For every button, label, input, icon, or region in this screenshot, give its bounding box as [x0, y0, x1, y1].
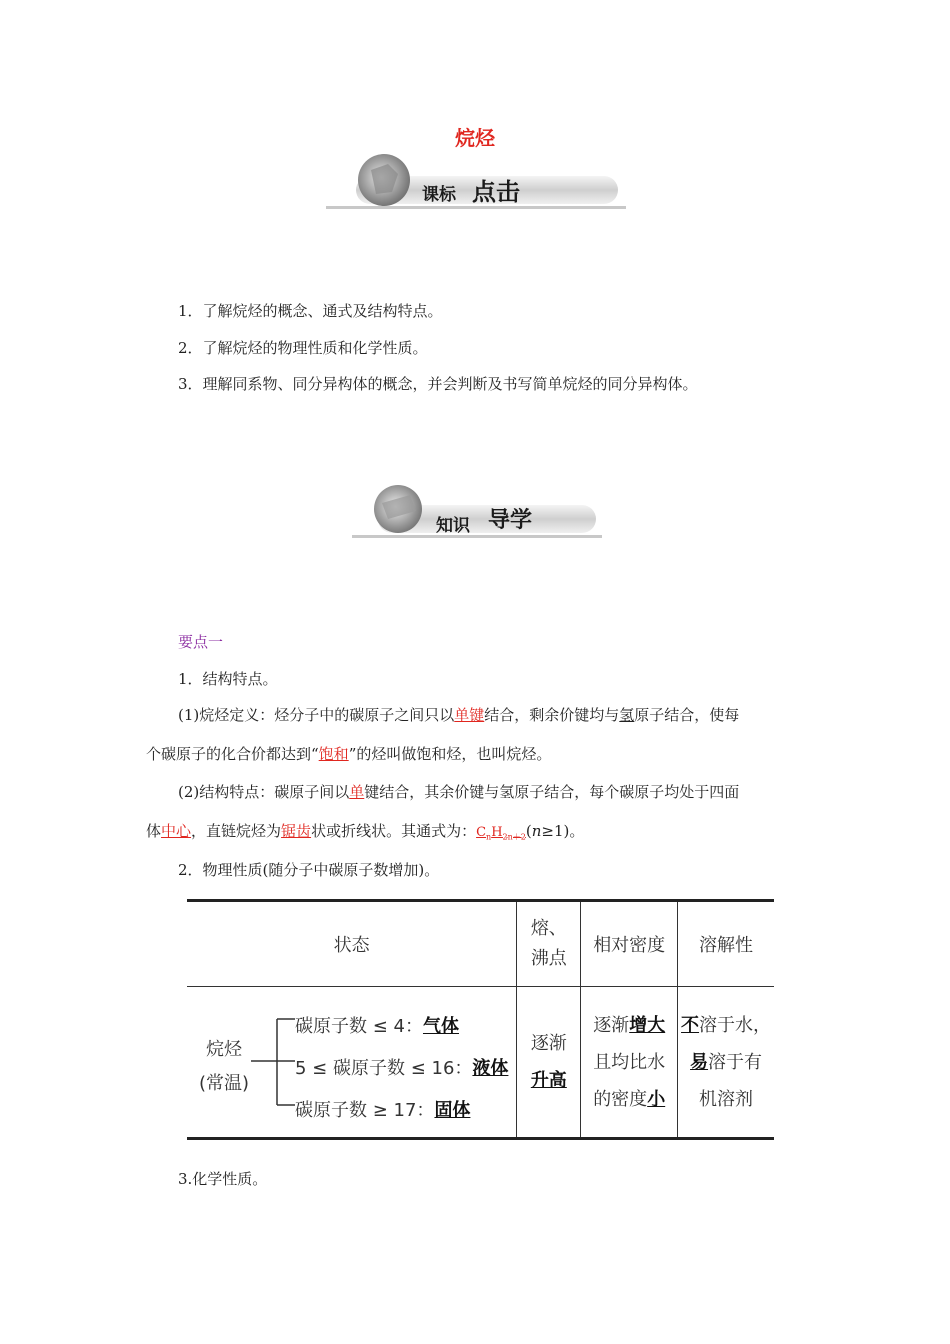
banner-text-b: 点击	[472, 178, 520, 206]
text: 结合，剩余价键均与	[484, 706, 620, 724]
point3-heading: 3.化学性质。	[178, 1170, 268, 1188]
text: (1)烷烃定义：烃分子中的碳原子之间只以	[178, 706, 455, 724]
state-gas	[295, 1006, 508, 1048]
text: 的密度	[593, 1088, 648, 1110]
state: 气体	[422, 1016, 459, 1037]
header-solubility: 溶解性	[678, 902, 774, 987]
text: ”的烃叫做饱和烃，也叫烷烃。	[348, 745, 552, 763]
header-state: 状态	[187, 902, 517, 987]
properties-table	[187, 899, 774, 1140]
answer: 单键	[454, 706, 485, 724]
density-line2: 且均比水	[593, 1051, 666, 1073]
formula-c: C	[476, 825, 487, 840]
text: 个碳原子的化合价都达到“	[146, 745, 319, 763]
structure-line-2	[146, 821, 584, 848]
state-list	[295, 1006, 508, 1132]
formula-n: n	[486, 832, 492, 842]
solubility-line2	[678, 1044, 774, 1081]
text: 逐渐	[593, 1014, 630, 1036]
formula-h: H	[491, 825, 503, 840]
formula-sub: 2n＋2	[502, 832, 526, 842]
text: n	[531, 822, 542, 840]
density-line3	[581, 1081, 677, 1118]
state-liquid	[295, 1048, 508, 1090]
answer: 单	[349, 783, 365, 801]
state: 液体	[472, 1058, 509, 1079]
header-density: 相对密度	[581, 902, 678, 987]
table-row	[187, 987, 774, 1138]
condition: 碳原子数 ≤ 4：	[295, 1016, 423, 1037]
solubility-line1	[678, 1007, 774, 1044]
structure-line-1	[178, 782, 739, 802]
text: 溶于有	[708, 1051, 763, 1073]
answer: 增大	[629, 1014, 666, 1036]
text: 溶于水，	[699, 1014, 772, 1036]
answer: 锯齿	[281, 822, 312, 840]
objective-3: 3．理解同系物、同分异构体的概念，并会判断及书写简单烷烃的同分异构体。	[178, 375, 698, 393]
condition: 碳原子数 ≥ 17：	[295, 1100, 435, 1121]
alkane-label-line2: (常温)	[199, 1073, 250, 1094]
condition: 5 ≤ 碳原子数 ≤ 16：	[295, 1058, 473, 1079]
point1-heading: 1．结构特点。	[178, 670, 278, 688]
text: (2)结构特点：碳原子间以	[178, 783, 350, 801]
header-mp-line2: 沸点	[530, 948, 567, 969]
banner-knowledge	[352, 481, 602, 541]
table-header-row	[187, 902, 774, 987]
objective-1: 1．了解烷烃的概念、通式及结构特点。	[178, 302, 443, 320]
definition-line-1	[178, 705, 739, 725]
text: (	[525, 822, 532, 840]
text: ≥1)。	[541, 822, 585, 840]
answer: 饱和	[318, 745, 349, 763]
alkane-label-line1: 烷烃	[206, 1039, 243, 1060]
melting-boiling-cell	[517, 987, 581, 1138]
text: ，直链烷烃为	[191, 822, 282, 840]
general-formula	[476, 825, 526, 840]
solubility-cell	[678, 987, 774, 1138]
mp-line1: 逐渐	[530, 1033, 567, 1054]
banner-text-a: 知识	[436, 516, 470, 536]
section-label: 要点一	[178, 633, 224, 651]
answer: 易	[690, 1051, 709, 1073]
header-mp-line1: 熔、	[530, 918, 567, 939]
answer: 不	[681, 1014, 700, 1036]
state-solid	[295, 1090, 508, 1132]
density-line1	[581, 1007, 677, 1044]
objective-2: 2．了解烷烃的物理性质和化学性质。	[178, 339, 428, 357]
text: 状或折线状。其通式为：	[311, 822, 477, 840]
mp-line2: 升高	[530, 1070, 567, 1091]
density-cell	[581, 987, 678, 1138]
answer: 小	[647, 1088, 666, 1110]
alkane-label	[199, 1033, 249, 1101]
banner-background	[352, 481, 602, 541]
solubility-line3: 机溶剂	[699, 1088, 754, 1110]
banner-curriculum	[326, 152, 626, 212]
text: 体	[146, 822, 162, 840]
answer: 中心	[161, 822, 192, 840]
banner-text-b: 导学	[488, 508, 533, 533]
state: 固体	[434, 1100, 471, 1121]
state-cell	[187, 987, 517, 1138]
page-title: 烷烃	[455, 126, 495, 150]
banner-text-a: 课标	[422, 185, 456, 205]
point2-heading: 2．物理性质(随分子中碳原子数增加)。	[178, 861, 440, 879]
definition-line-2	[146, 744, 551, 764]
text: 键结合，其余价键与氢原子结合，每个碳原子均处于四面	[364, 783, 740, 801]
text: 原子结合，使每	[634, 706, 740, 724]
answer: 氢	[619, 706, 635, 724]
header-melting-boiling	[517, 902, 581, 987]
